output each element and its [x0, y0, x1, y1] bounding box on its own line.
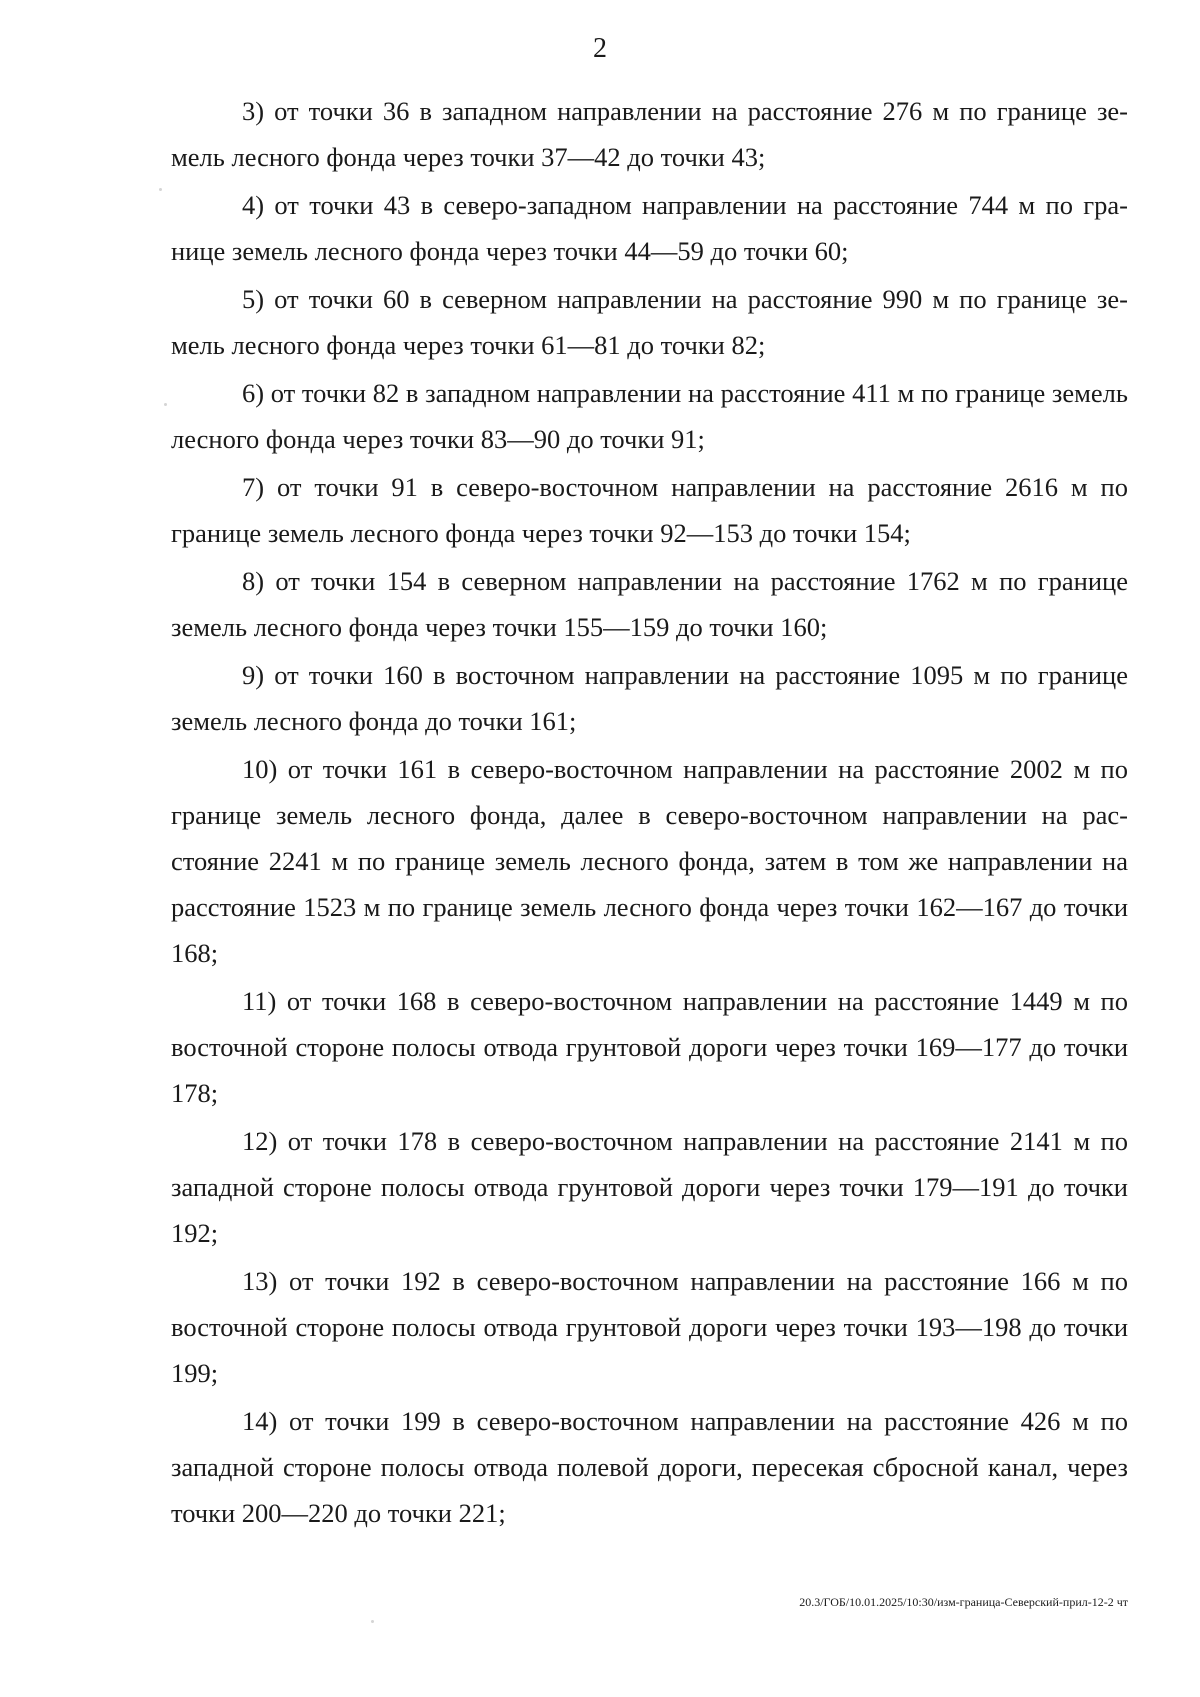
scan-speck	[159, 188, 162, 191]
paragraph-item-10: 10) от точки 161 в северо-восточном направлении на расстояние 2002 м по границе земель лесного фонда, далее в северо-восточном направлении на расстояние 2241 м по границе земель лесного фонда, затем в том же направлении на расстояние 1523 м по границе земель лесного фонда через точки 162—167 до точки 168;	[171, 754, 1128, 968]
paragraph-item-11: 11) от точки 168 в северо-восточном направлении на расстояние 1449 м по восточной стороне полосы отвода грунтовой дороги через точки 169—177 до точки 178;	[171, 986, 1128, 1108]
page-number: 2	[593, 33, 607, 64]
paragraph-item-9: 9) от точки 160 в восточном направлении на расстояние 1095 м по границе земель лесного фонда до точки 161;	[171, 660, 1128, 736]
paragraph-item-5: 5) от точки 60 в северном направлении на расстояние 990 м по границе земель лесного фонда через точки 61—81 до точки 82;	[171, 284, 1128, 360]
paragraph-item-14: 14) от точки 199 в северо-восточном направлении на расстояние 426 м по западной стороне полосы отвода полевой дороги, пересекая сбросной канал, через точки 200—220 до точки 221;	[171, 1406, 1128, 1528]
scan-speck	[164, 403, 167, 406]
paragraph-item-4: 4) от точки 43 в северо-западном направлении на расстояние 744 м по границе земель лесного фонда через точки 44—59 до точки 60;	[171, 190, 1128, 266]
document-body	[171, 88, 1128, 1538]
paragraph-item-3: 3) от точки 36 в западном направлении на расстояние 276 м по границе земель лесного фонда через точки 37—42 до точки 43;	[171, 96, 1128, 172]
scan-speck	[371, 1620, 374, 1623]
paragraph-item-7: 7) от точки 91 в северо-восточном направлении на расстояние 2616 м по границе земель лесного фонда через точки 92—153 до точки 154;	[171, 472, 1128, 548]
paragraph-item-12: 12) от точки 178 в северо-восточном направлении на расстояние 2141 м по западной стороне полосы отвода грунтовой дороги через точки 179—191 до точки 192;	[171, 1126, 1128, 1248]
paragraph-item-13: 13) от точки 192 в северо-восточном направлении на расстояние 166 м по восточной стороне полосы отвода грунтовой дороги через точки 193—198 до точки 199;	[171, 1266, 1128, 1388]
footer-document-code: 20.3/ГОБ/10.01.2025/10:30/изм-граница-Северский-прил-12-2 чт	[799, 1595, 1128, 1609]
paragraph-item-6: 6) от точки 82 в западном направлении на расстояние 411 м по границе земель лесного фонда через точки 83—90 до точки 91;	[171, 378, 1128, 454]
paragraph-item-8: 8) от точки 154 в северном направлении на расстояние 1762 м по границе земель лесного фонда через точки 155—159 до точки 160;	[171, 566, 1128, 642]
